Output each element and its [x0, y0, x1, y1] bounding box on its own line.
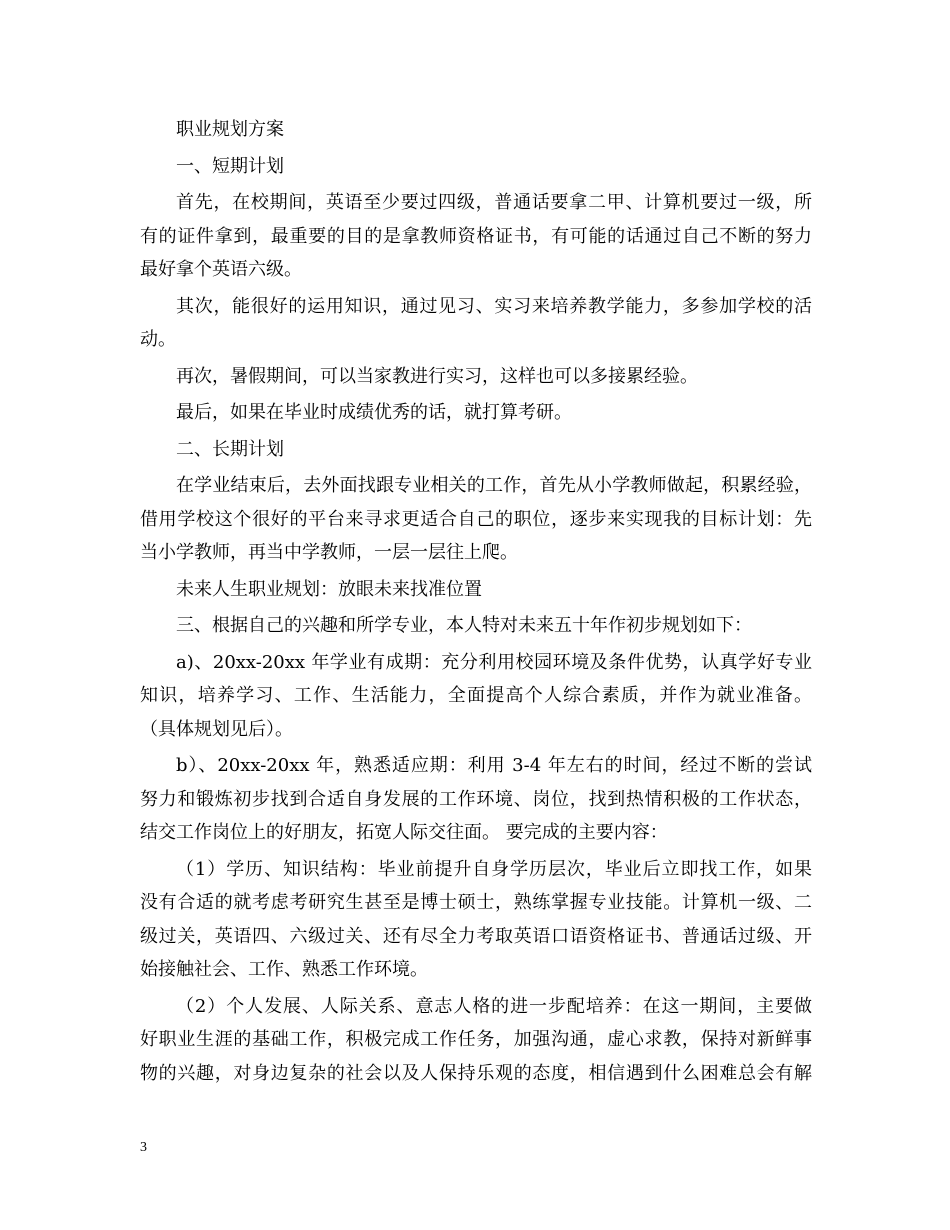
text-line: （1）学历、知识结构：毕业前提升自身学历层次，毕业后立即找工作，如果 — [176, 858, 812, 880]
heading-line: 三、根据自己的兴趣和所学专业，本人特对未来五十年作初步规划如下： — [176, 615, 752, 636]
text-line: 未来人生职业规划：放眼未来找准位置 — [176, 578, 482, 600]
heading-line: 二、长期计划 — [176, 438, 284, 460]
text-line: 有的证件拿到，最重要的目的是拿教师资格证书，有可能的话通过自己不断的努力 — [140, 225, 812, 247]
text-line: 始接触社会、工作、熟悉工作环境。 — [140, 959, 428, 980]
text-line: 当小学教师，再当中学教师，一层一层往上爬。 — [140, 542, 518, 563]
paragraph — [140, 396, 812, 430]
text-line: 结交工作岗位上的好朋友，拓宽人际交往面。 要完成的主要内容： — [140, 822, 668, 843]
text-line: 首先，在校期间，英语至少要过四级，普通话要拿二甲、计算机要过一级，所 — [176, 192, 812, 213]
text-line: 再次，暑假期间，可以当家教进行实习，这样也可以多接累经验。 — [176, 365, 698, 387]
text-line: 努力和锻炼初步找到合适自身发展的工作环境、岗位，找到热情积极的工作状态， — [140, 788, 812, 810]
document-body — [140, 113, 812, 1093]
text-line: 借用学校这个很好的平台来寻求更适合自己的职位，逐步来实现我的目标计划：先 — [140, 508, 812, 530]
text-line: 好职业生涯的基础工作，积极完成工作任务，加强沟通，虚心求教，保持对新鲜事 — [140, 1029, 812, 1050]
heading-line: 一、短期计划 — [176, 155, 284, 177]
text-line: 动。 — [140, 329, 176, 350]
text-line: 最后，如果在毕业时成绩优秀的话，就打算考研。 — [176, 402, 572, 423]
text-line: 物的兴趣，对身边复杂的社会以及人保持乐观的态度，相信遇到什么困难总会有解 — [140, 1062, 812, 1084]
paragraph — [140, 469, 812, 570]
section-heading — [140, 433, 812, 467]
document-title — [140, 113, 812, 147]
paragraph — [140, 853, 812, 987]
paragraph — [140, 290, 812, 357]
paragraph — [140, 646, 812, 747]
paragraph — [140, 360, 812, 394]
paragraph — [140, 990, 812, 1091]
text-line: 其次，能很好的运用知识，通过见习、实习来培养教学能力，多参加学校的活 — [176, 295, 812, 317]
text-line: （具体规划见后）。 — [140, 718, 293, 740]
text-line: b）、20xx-20xx 年，熟悉适应期：利用 3-4 年左右的时间，经过不断的尝试 — [176, 755, 812, 776]
text-line: 在学业结束后，去外面找跟专业相关的工作，首先从小学教师做起，积累经验， — [176, 475, 812, 496]
text-line: 知识，培养学习、工作、生活能力，全面提高个人综合素质，并作为就业准备。 — [140, 685, 812, 706]
section-heading — [140, 609, 812, 643]
text-line: （2）个人发展、人际关系、意志人格的进一步配培养：在这一期间，主要做 — [176, 995, 812, 1017]
text-line: 级过关，英语四、六级过关、还有尽全力考取英语口语资格证书、普通话过级、开 — [140, 925, 812, 947]
title-line: 职业规划方案 — [176, 119, 284, 140]
paragraph — [140, 573, 812, 607]
text-line: a)、20xx-20xx 年学业有成期：充分利用校园环境及条件优势，认真学好专业 — [176, 651, 812, 673]
section-heading — [140, 150, 812, 184]
page-number: 3 — [140, 1140, 147, 1155]
text-line: 没有合适的就考虑考研究生甚至是博士硕士，熟练掌握专业技能。计算机一级、二 — [140, 892, 812, 913]
paragraph — [140, 186, 812, 287]
text-line: 最好拿个英语六级。 — [140, 259, 302, 280]
paragraph — [140, 749, 812, 850]
